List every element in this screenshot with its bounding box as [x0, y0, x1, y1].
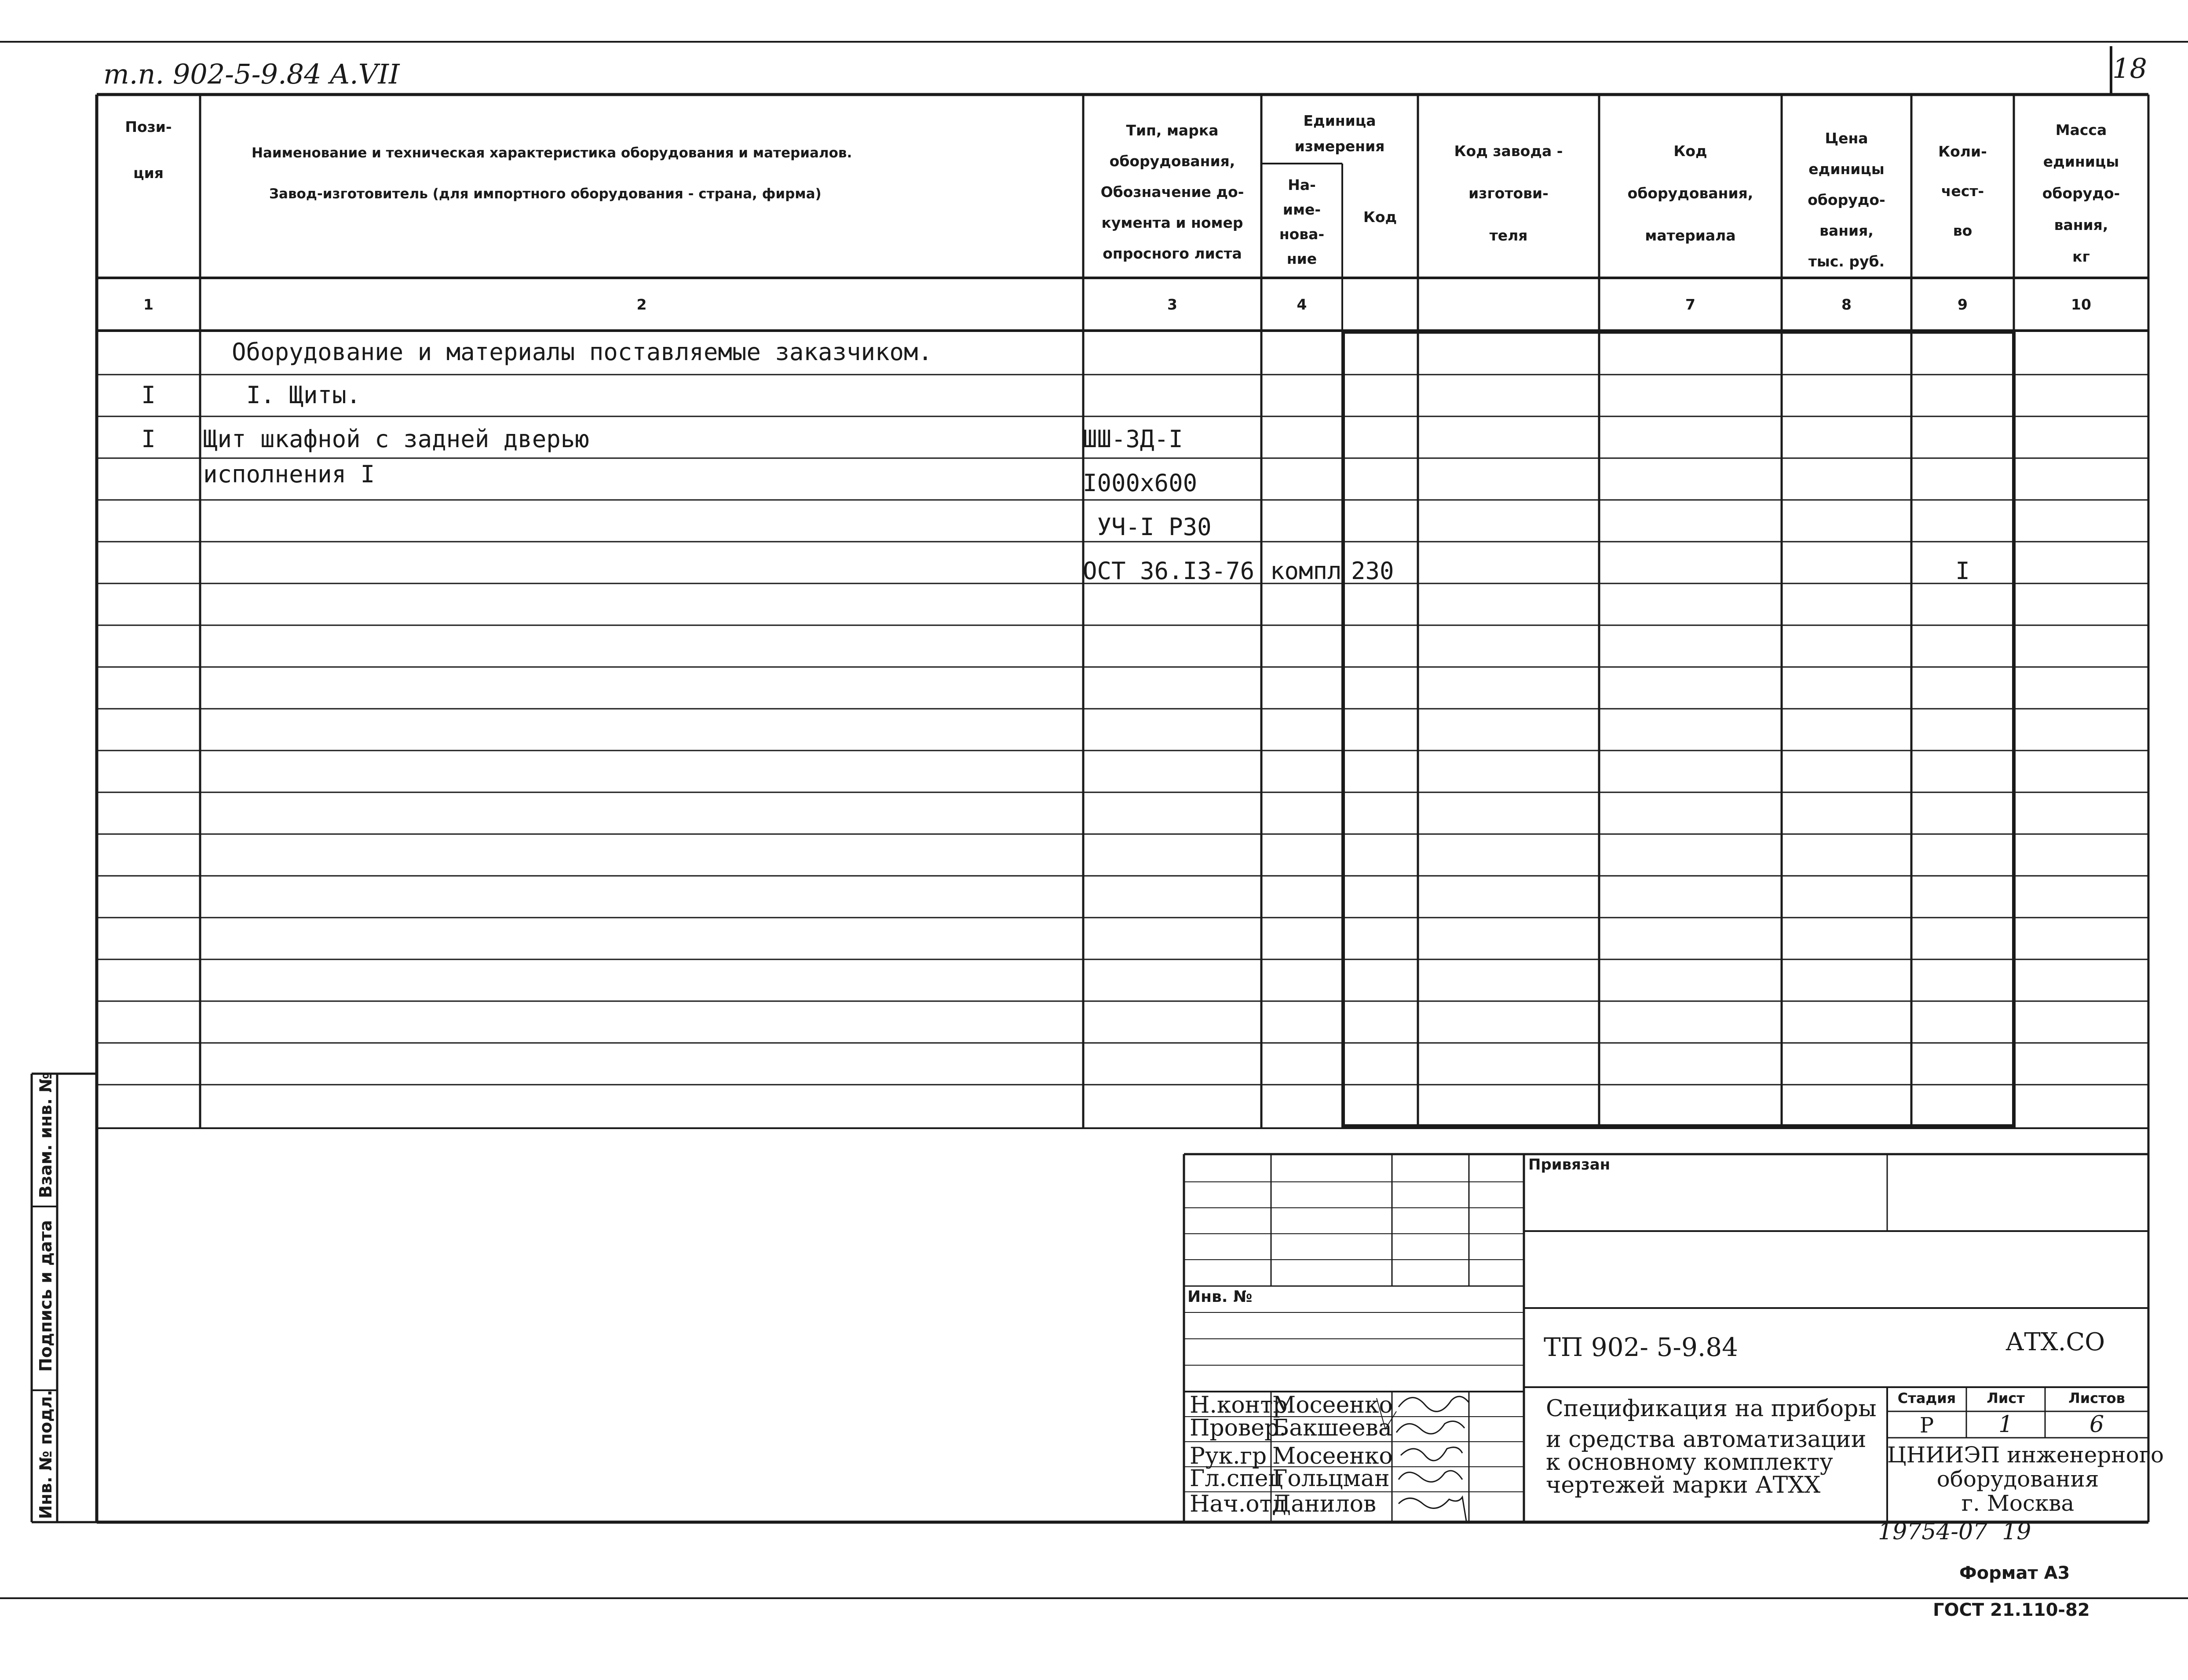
section-heading: Оборудование и материалы поставляемые заказчиком. — [232, 338, 933, 366]
archive-number: 19754-07 19 — [1878, 1519, 2031, 1545]
column-number: 3 — [1167, 296, 1177, 313]
header-unit-code: Код — [1363, 208, 1397, 226]
column-number: 8 — [1841, 296, 1852, 313]
item-standard: ОСТ 36.I3-76 — [1083, 557, 1255, 585]
table-row-position: I — [141, 425, 156, 453]
side-stamp-replacement-inv: Взам. инв. № — [36, 1072, 55, 1198]
signature-name: Гольцман — [1272, 1465, 1390, 1492]
signature-role: Нач.отд — [1190, 1491, 1286, 1517]
item-code: УЧ-I Р30 — [1083, 513, 1212, 541]
paper-format: Формат А3 — [1959, 1563, 2070, 1583]
item-unit-code: 230 — [1351, 557, 1394, 585]
column-number: 1 — [143, 296, 153, 313]
signature-role: Гл.спец — [1190, 1465, 1283, 1492]
organization-name: ЦНИИЭП инженерного оборудования г. Москва — [1887, 1442, 2164, 1516]
header-name: Наименование и техническая характеристика оборудования и материалов. Завод-изготовитель (для импортного оборудования - страна, фирма) — [252, 145, 852, 202]
header-unit-price: Цена единицы оборудо- вания, тыс. руб. — [1808, 130, 1885, 270]
stage-value: Р — [1919, 1413, 1934, 1438]
header-unit-name: На- име- нова- ние — [1279, 176, 1325, 267]
signature-role: Рук.гр — [1190, 1443, 1267, 1469]
header-unit-group: Единица измерения — [1294, 112, 1385, 155]
signature-name: Мосеенко — [1272, 1443, 1393, 1469]
header-quantity: Коли- чест- во — [1938, 143, 1987, 239]
subsection-heading: I. Щиты. — [246, 381, 361, 409]
stage-label: Стадия — [1897, 1390, 1956, 1407]
column-number: 9 — [1958, 296, 1968, 313]
tied-label: Привязан — [1528, 1156, 1611, 1173]
header-position: Пози- ция — [125, 118, 172, 182]
sheets-total-label: Листов — [2068, 1390, 2125, 1407]
table-row-position: I — [141, 381, 156, 409]
document-code: ТП 902- 5-9.84 — [1544, 1332, 1739, 1362]
side-stamp-signature-date: Подпись и дата — [36, 1220, 55, 1372]
item-size: I000x600 — [1083, 469, 1198, 497]
column-number: 4 — [1297, 296, 1307, 313]
header-unit-mass: Масса единицы оборудо- вания, кг — [2042, 121, 2120, 265]
page-number: 18 — [2112, 52, 2147, 84]
column-number: 10 — [2071, 296, 2091, 313]
column-number: 7 — [1685, 296, 1695, 313]
column-number: 2 — [636, 296, 647, 313]
signature-role: Н.контр — [1190, 1392, 1288, 1418]
item-name: Щит шкафной с задней дверью — [203, 425, 589, 453]
side-stamp-original-inv: Инв. № подл. — [36, 1389, 55, 1519]
corner-reference: т.п. 902-5-9.84 A.VII — [103, 58, 400, 90]
gost-standard: ГОСТ 21.110-82 — [1933, 1600, 2090, 1620]
item-unit: компл — [1270, 557, 1342, 585]
signature-name: Данилов — [1272, 1491, 1377, 1517]
item-quantity: I — [1955, 557, 1970, 585]
sheet-value: 1 — [1998, 1411, 2013, 1438]
header-type: Тип, марка оборудования, Обозначение до- кумента и номер опросного листа — [1100, 122, 1244, 262]
signature-name: Мосеенко — [1272, 1392, 1393, 1418]
inventory-number-label: Инв. № — [1187, 1288, 1253, 1306]
drawing-title: Спецификация на приборы и средства автоматизации к основному комплекту чертежей марки АТХХ — [1546, 1396, 1877, 1498]
header-factory-code: Код завода - изготови- теля — [1454, 142, 1563, 244]
item-type: ШШ-ЗД-I — [1083, 425, 1183, 453]
signature-name: Бакшеева — [1272, 1415, 1392, 1441]
sheets-total-value: 6 — [2089, 1411, 2104, 1438]
document-mark: АТХ.СО — [2005, 1328, 2105, 1356]
header-equipment-code: Код оборудования, материала — [1627, 142, 1753, 244]
sheet-label: Лист — [1987, 1390, 2025, 1407]
item-name-continued: исполнения I — [203, 460, 375, 488]
signature-role: Провер. — [1190, 1415, 1286, 1441]
